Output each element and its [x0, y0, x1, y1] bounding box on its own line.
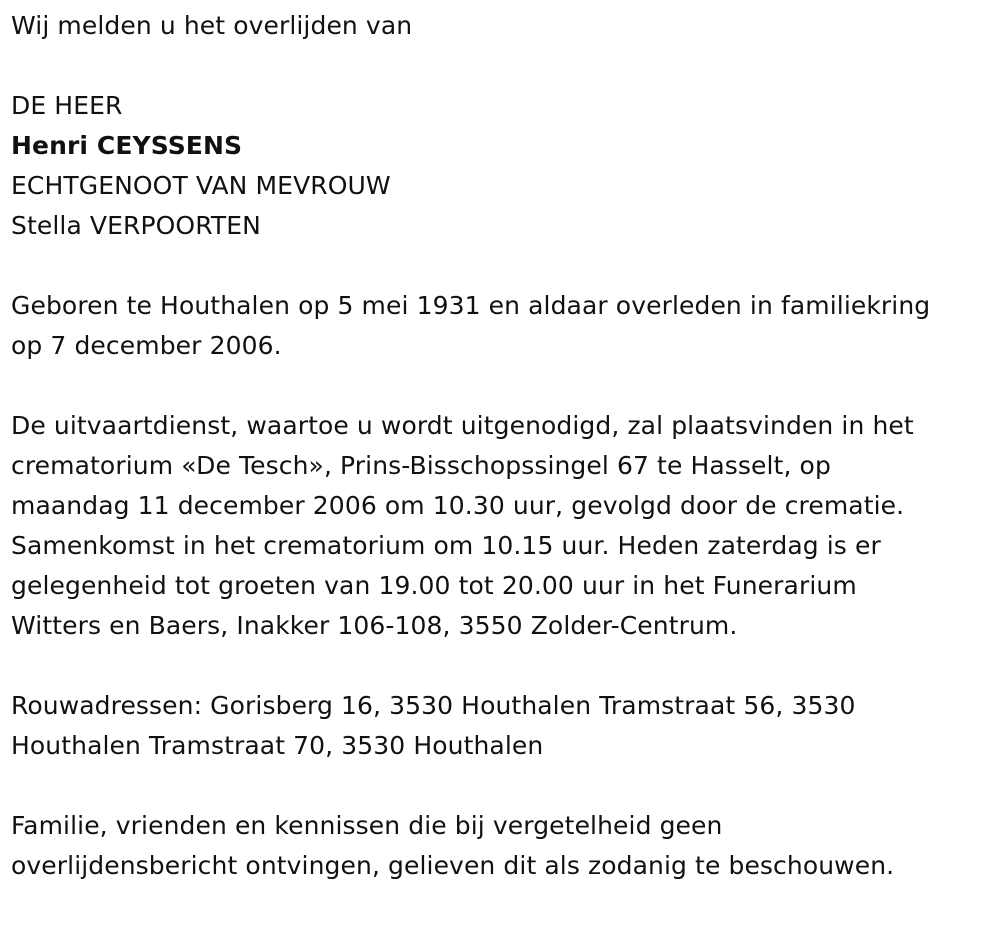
paragraph-line: overlijdensbericht ontvingen, gelieven dit als zodanig te beschouwen.: [11, 851, 895, 880]
paragraph-line: Witters en Baers, Inakker 106-108, 3550 Zolder-Centrum.: [11, 611, 738, 640]
paragraph-line: Familie, vrienden en kennissen die bij vergetelheid geen: [11, 811, 723, 840]
intro-text: Wij melden u het overlijden van: [11, 11, 413, 40]
spouse-name: Stella VERPOORTEN: [11, 211, 261, 240]
death-notice: [11, 6, 986, 886]
deceased-name: Henri CEYSSENS: [11, 131, 243, 160]
paragraph-line: crematorium «De Tesch», Prins-Bisschopssingel 67 te Hasselt, op: [11, 451, 831, 480]
spacer: [11, 46, 986, 86]
spouse-label: ECHTGENOOT VAN MEVROUW: [11, 171, 391, 200]
spacer: [11, 646, 986, 686]
paragraph-line: maandag 11 december 2006 om 10.30 uur, gevolgd door de crematie.: [11, 491, 905, 520]
paragraph-line: Samenkomst in het crematorium om 10.15 uur. Heden zaterdag is er: [11, 531, 881, 560]
paragraph-line: De uitvaartdienst, waartoe u wordt uitgenodigd, zal plaatsvinden in het: [11, 411, 914, 440]
birth-death-paragraph: [11, 286, 986, 366]
closing-paragraph: [11, 806, 986, 886]
ceremony-paragraph: [11, 406, 986, 646]
spacer: [11, 366, 986, 406]
paragraph-line: gelegenheid tot groeten van 19.00 tot 20.00 uur in het Funerarium: [11, 571, 857, 600]
paragraph-line: Rouwadressen: Gorisberg 16, 3530 Houthalen Tramstraat 56, 3530: [11, 691, 856, 720]
spacer: [11, 766, 986, 806]
paragraph-line: Geboren te Houthalen op 5 mei 1931 en aldaar overleden in familiekring: [11, 291, 931, 320]
spacer: [11, 246, 986, 286]
paragraph-line: op 7 december 2006.: [11, 331, 282, 360]
honorific: DE HEER: [11, 91, 123, 120]
paragraph-line: Houthalen Tramstraat 70, 3530 Houthalen: [11, 731, 544, 760]
addresses-paragraph: [11, 686, 986, 766]
